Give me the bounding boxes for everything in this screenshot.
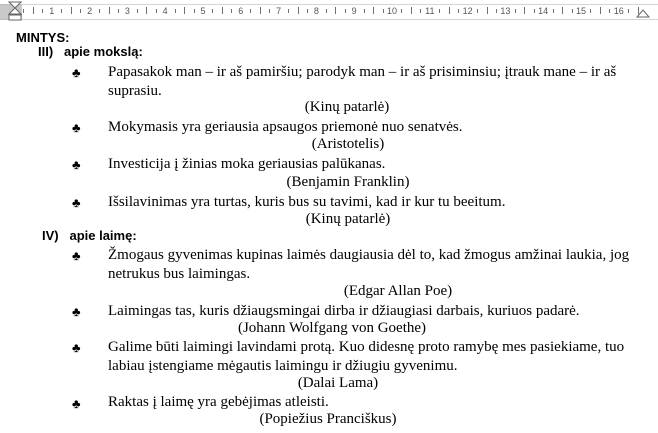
ruler-tick — [99, 9, 100, 13]
ruler-tick — [477, 9, 478, 13]
ruler-tick — [326, 9, 327, 13]
ruler-number: 10 — [386, 6, 398, 16]
ruler-tick — [345, 9, 346, 13]
ruler-tick — [222, 7, 223, 14]
ruler-number: 1 — [49, 6, 55, 16]
club-bullet-icon: ♣ — [72, 304, 81, 319]
quote-author: (Kinų patarlė) — [305, 211, 391, 227]
ruler-tick — [515, 9, 516, 13]
club-bullet-icon: ♣ — [72, 157, 81, 172]
ruler-tick — [439, 9, 440, 13]
ruler-number: 11 — [425, 6, 435, 16]
club-bullet-icon: ♣ — [72, 340, 81, 355]
quote-author: (Benjamin Franklin) — [286, 174, 410, 190]
ruler-tick — [487, 7, 488, 14]
ruler-tick — [600, 7, 601, 14]
ruler-number: 13 — [500, 6, 511, 16]
ruler-tick — [307, 9, 308, 13]
ruler-tick — [71, 7, 72, 14]
ruler-number: 16 — [613, 6, 624, 16]
quote-text: Žmogaus gyvenimas kupinas laimės daugiausia dėl to, kad žmogus amžinai laukia, jog netrukus bus laimingas. — [108, 247, 630, 282]
ruler-tick — [156, 9, 157, 13]
ruler-tick — [23, 9, 24, 13]
ruler-tick — [212, 9, 213, 13]
quote-author: (Dalai Lama) — [297, 375, 379, 391]
section-number: III) — [38, 44, 54, 59]
section-label: apie mokslą: — [64, 44, 143, 59]
quote-text: Galime būti laimingi lavindami protą. Kuo didesnę proto ramybę mes pasiekiame, tuo labiau įstengiame mėgautis laimingu ir džiugiu gyvenimu. — [108, 339, 625, 374]
ruler-number: 2 — [87, 6, 93, 16]
club-bullet-icon: ♣ — [72, 396, 81, 411]
quote-author: (Johann Wolfgang von Goethe) — [237, 320, 427, 336]
ruler-tick — [61, 9, 62, 13]
ruler-tick — [609, 9, 610, 13]
ruler-tick — [109, 7, 110, 14]
ruler-number: 7 — [276, 6, 282, 16]
ruler-tick — [562, 7, 563, 14]
document-heading: MINTYS: — [16, 30, 70, 45]
ruler-tick — [42, 9, 43, 13]
ruler-tick — [458, 9, 459, 13]
club-bullet-icon: ♣ — [72, 195, 81, 210]
ruler-tick — [146, 7, 147, 14]
ruler-tick — [269, 9, 270, 13]
ruler-tick — [335, 7, 336, 14]
horizontal-ruler[interactable] — [0, 0, 658, 22]
ruler-tick — [534, 9, 535, 13]
quote-text: Laimingas tas, kuris džiaugsmingai dirba ir džiaugiasi darbais, kuriuos padarė. — [108, 303, 580, 319]
quote-author: (Edgar Allan Poe) — [343, 283, 453, 299]
ruler-tick — [231, 9, 232, 13]
quote-author: (Aristotelis) — [311, 136, 385, 152]
ruler-tick — [524, 7, 525, 14]
ruler-tick — [364, 9, 365, 13]
indent-marker-icon[interactable] — [8, 1, 22, 21]
ruler-tick — [118, 9, 119, 13]
ruler-tick — [194, 9, 195, 13]
ruler-tick — [420, 9, 421, 13]
ruler-number: 4 — [162, 6, 168, 16]
ruler-tick — [298, 7, 299, 14]
ruler-number: 12 — [462, 6, 473, 16]
ruler-number: 15 — [575, 6, 587, 16]
ruler-number: 6 — [238, 6, 244, 16]
ruler-number: 3 — [124, 6, 130, 16]
ruler-tick — [137, 9, 138, 13]
quote-text: Raktas į laimę yra gebėjimas atleisti. — [108, 394, 329, 410]
club-bullet-icon: ♣ — [72, 248, 81, 263]
ruler-tick — [80, 9, 81, 13]
quote-text: Mokymasis yra geriausia apsaugos priemonė nuo senatvės. — [108, 119, 463, 135]
quote-text: Investicija į žinias moka geriausias palūkanas. — [108, 156, 386, 172]
ruler-tick — [401, 9, 402, 13]
ruler-tick — [638, 7, 639, 14]
ruler-tick — [260, 7, 261, 14]
quote-text: Papasakok man – ir aš pamiršiu; parodyk man – ir aš prisiminsiu; įtrauk mane – ir aš suprasiu. — [108, 64, 617, 99]
ruler-number: 9 — [351, 6, 357, 16]
ruler-tick — [175, 9, 176, 13]
ruler-tick — [288, 9, 289, 13]
ruler-tick — [553, 9, 554, 13]
ruler-number: 5 — [200, 6, 206, 16]
ruler-tick — [411, 7, 412, 14]
ruler-tick — [449, 7, 450, 14]
section-label: apie laimę: — [69, 228, 137, 243]
section-title-mokslas — [38, 44, 143, 60]
quote-text: Išsilavinimas yra turtas, kuris bus su tavimi, kad ir kur tu beeitum. — [108, 194, 506, 210]
ruler-tick — [572, 9, 573, 13]
quote-author: (Kinų patarlė) — [304, 99, 390, 115]
ruler-tick — [496, 9, 497, 13]
ruler-tick — [250, 9, 251, 13]
ruler-tick — [628, 9, 629, 13]
section-number: IV) — [42, 228, 59, 243]
ruler-number: 8 — [313, 6, 319, 16]
quote-author: (Popiežius Pranciškus) — [259, 411, 397, 427]
ruler-tick — [33, 7, 34, 14]
section-title-laime — [42, 228, 137, 244]
ruler-tick — [383, 9, 384, 13]
ruler-tick — [590, 9, 591, 13]
ruler-number: 14 — [538, 6, 549, 16]
club-bullet-icon: ♣ — [72, 120, 81, 135]
club-bullet-icon: ♣ — [72, 65, 81, 80]
ruler-tick — [184, 7, 185, 14]
ruler-tick — [373, 7, 374, 14]
